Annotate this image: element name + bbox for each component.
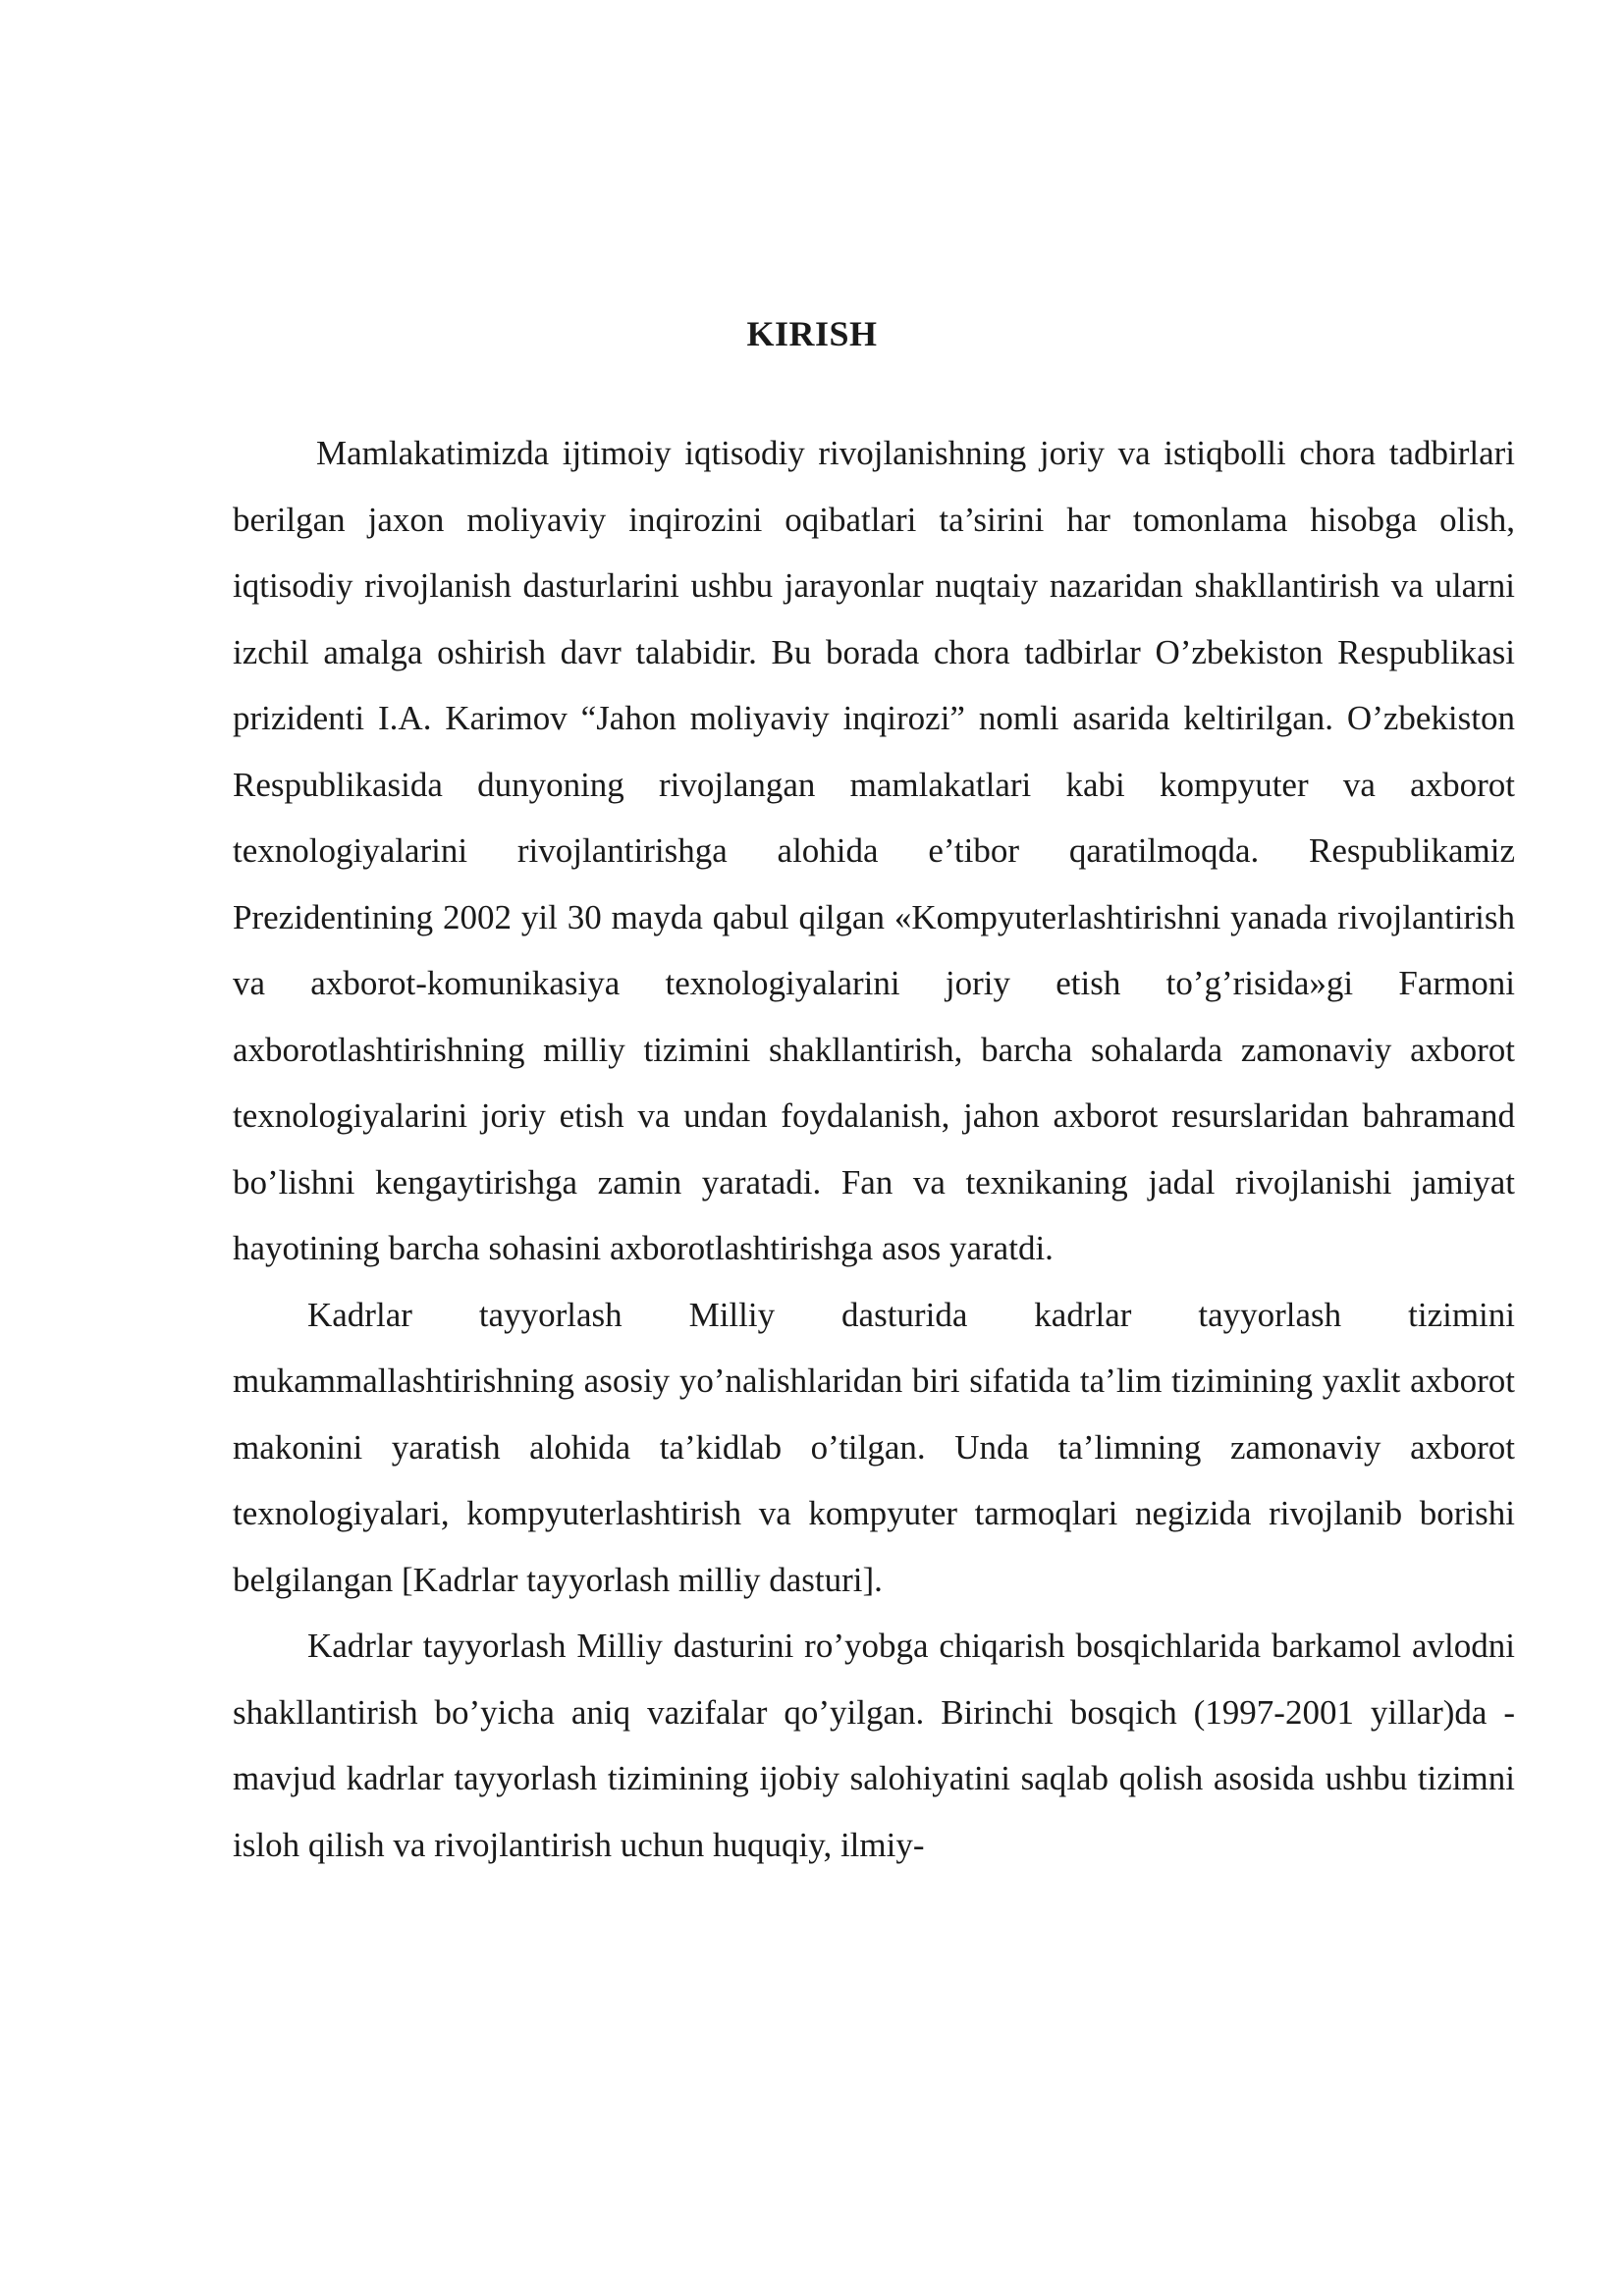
- page-title: KIRISH: [746, 314, 878, 353]
- paragraph-national-program: Kadrlar tayyorlash Milliy dasturida kadrlar tayyorlash tizimini mukammallashtirishning asosiy yo’nalishlaridan biri sifatida ta’lim tizimining yaxlit axborot makonini yaratish alohida ta’kidlab o’tilgan. Unda ta’limning zamonaviy axborot texnologiyalari, kompyuterlashtirish va kompyuter tarmoqlari negizida rivojlanib borishi belgilangan [Kadrlar tayyorlash milliy dasturi].: [233, 1295, 1515, 1599]
- paragraph-stages: Kadrlar tayyorlash Milliy dasturini ro’yobga chiqarish bosqichlarida barkamol avlodni shakllantirish bo’yicha aniq vazifalar qo’yilgan. Birinchi bosqich (1997-2001 yillar)da - mavjud kadrlar tayyorlash tizimining ijobiy salohiyatini saqlab qolish asosida ushbu tizimni isloh qilish va rivojlantirish uchun huquqiy, ilmiy-: [233, 1627, 1515, 1864]
- document-body: [233, 420, 1515, 1878]
- paragraph-intro: Mamlakatimizda ijtimoiy iqtisodiy rivojlanishning joriy va istiqbolli chora tadbirlari berilgan jaxon moliyaviy inqirozini oqibatlari ta’sirini har tomonlama hisobga olish, iqtisodiy rivojlanish dasturlarini ushbu jarayonlar nuqtaiy nazaridan shakllantirish va ularni izchil amalga oshirish davr talabidir. Bu borada chora tadbirlar O’zbekiston Respublikasi prizidenti I.A. Karimov “Jahon moliyaviy inqirozi” nomli asarida keltirilgan. O’zbekiston Respublikasida dunyoning rivojlangan mamlakatlari kabi kompyuter va axborot texnologiyalarini rivojlantirishga alohida e’tibor qaratilmoqda. Respublikamiz Prezidentining 2002 yil 30 mayda qabul qilgan «Kompyuterlashtirishni yanada rivojlantirish va axborot-komunikasiya texnologiyalarini joriy etish to’g’risida»gi Farmoni axborotlashtirishning milliy tizimini shakllantirish, barcha sohalarda zamonaviy axborot texnologiyalarini joriy etish va undan foydalanish, jahon axborot resurslaridan bahramand bo’lishni kengaytirishga zamin yaratadi. Fan va texnikaning jadal rivojlanishi jamiyat hayotining barcha sohasini axborotlashtirishga asos yaratdi.: [233, 434, 1515, 1267]
